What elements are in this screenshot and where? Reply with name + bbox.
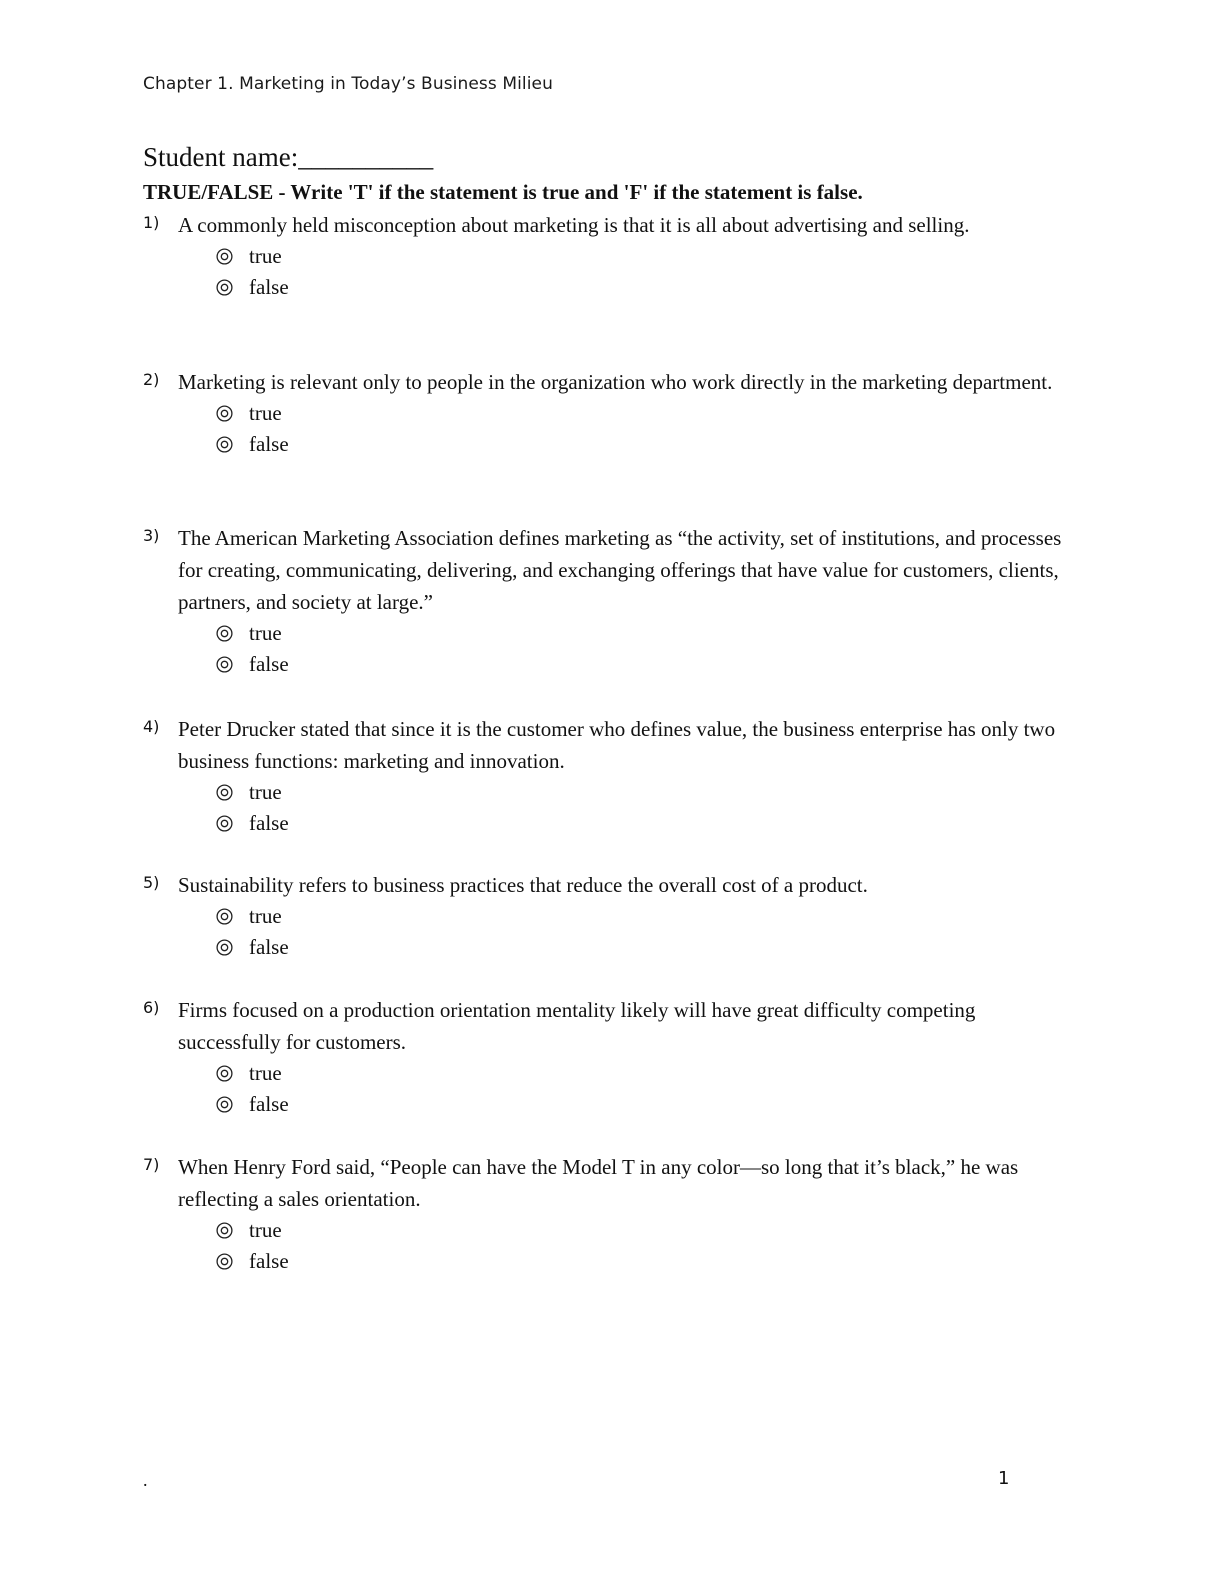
question-number: 2) [143,370,160,389]
radio-icon[interactable] [216,939,233,956]
option-label: false [249,811,289,835]
question-text: Peter Drucker stated that since it is the customer who defines value, the business enterprise has only two business functions: marketing and innovation. [178,717,1056,773]
option-label: false [249,432,289,456]
instructions: TRUE/FALSE - Write 'T' if the statement is true and 'F' if the statement is false. [143,180,863,204]
option-true[interactable] [216,398,1073,429]
question-text: A commonly held misconception about marketing is that it is all about advertising and selling. [178,213,970,237]
question-number: 5) [143,873,160,892]
answer-options [216,1058,1073,1120]
option-label: true [249,244,282,268]
radio-icon[interactable] [216,1065,233,1082]
radio-icon[interactable] [216,1222,233,1239]
radio-icon[interactable] [216,656,233,673]
footer-mark: . [143,1470,148,1490]
radio-icon[interactable] [216,279,233,296]
answer-options [216,901,1073,963]
radio-icon[interactable] [216,625,233,642]
radio-icon[interactable] [216,436,233,453]
question-4 [143,713,1073,839]
option-label: true [249,401,282,425]
option-label: false [249,652,289,676]
question-text: When Henry Ford said, “People can have the Model T in any color—so long that it’s black,” he was reflecting a sales orientation. [178,1155,1019,1211]
option-true[interactable] [216,777,1073,808]
question-text: The American Marketing Association defines marketing as “the activity, set of institutions, and processes for creating, communicating, delivering, and exchanging offerings that have value for customers, clients, partners, and society at large.” [178,526,1062,614]
question-number: 4) [143,717,160,736]
question-2 [143,366,1073,460]
option-label: false [249,935,289,959]
question-number: 1) [143,213,160,232]
radio-icon[interactable] [216,405,233,422]
option-label: true [249,780,282,804]
option-false[interactable] [216,1089,1073,1120]
option-false[interactable] [216,649,1073,680]
option-false[interactable] [216,808,1073,839]
radio-icon[interactable] [216,908,233,925]
option-label: true [249,1061,282,1085]
answer-options [216,241,1073,303]
radio-icon[interactable] [216,784,233,801]
radio-icon[interactable] [216,1253,233,1270]
answer-options [216,777,1073,839]
option-label: false [249,1249,289,1273]
option-label: false [249,1092,289,1116]
option-label: true [249,1218,282,1242]
option-label: true [249,904,282,928]
student-name-field: Student name:__________ [143,142,434,172]
page-number: 1 [998,1468,1010,1489]
question-6 [143,994,1073,1120]
option-true[interactable] [216,901,1073,932]
page-header: Chapter 1. Marketing in Today’s Business Milieu [143,74,553,94]
option-false[interactable] [216,429,1073,460]
answer-options [216,1215,1073,1277]
option-true[interactable] [216,1058,1073,1089]
question-text: Marketing is relevant only to people in the organization who work directly in the marketing department. [178,370,1053,394]
option-false[interactable] [216,932,1073,963]
question-5 [143,869,1073,963]
question-number: 3) [143,526,160,545]
option-true[interactable] [216,1215,1073,1246]
answer-options [216,398,1073,460]
option-false[interactable] [216,1246,1073,1277]
question-number: 6) [143,998,160,1017]
option-true[interactable] [216,241,1073,272]
radio-icon[interactable] [216,815,233,832]
question-1 [143,209,1073,303]
option-label: false [249,275,289,299]
answer-options [216,618,1073,680]
question-7 [143,1151,1073,1277]
option-false[interactable] [216,272,1073,303]
question-3 [143,522,1073,680]
radio-icon[interactable] [216,1096,233,1113]
radio-icon[interactable] [216,248,233,265]
option-true[interactable] [216,618,1073,649]
question-number: 7) [143,1155,160,1174]
option-label: true [249,621,282,645]
question-text: Sustainability refers to business practices that reduce the overall cost of a product. [178,873,868,897]
question-text: Firms focused on a production orientation mentality likely will have great difficulty competing successfully for customers. [178,998,976,1054]
